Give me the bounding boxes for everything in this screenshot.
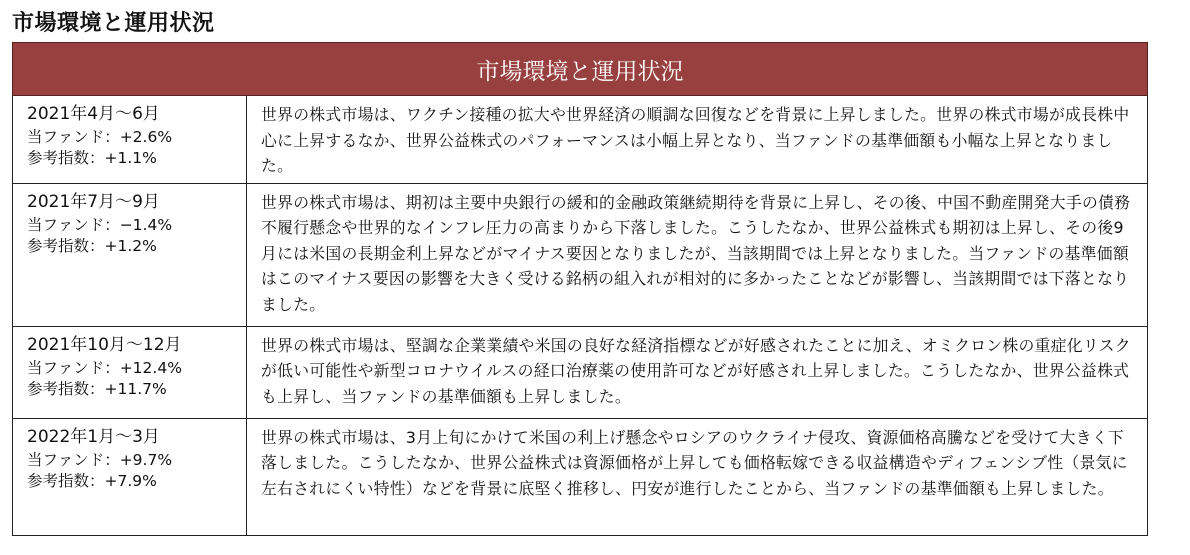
period-cell: [13, 326, 247, 418]
commentary-text: 世界の株式市場は、ワクチン接種の拡大や世界経済の順調な回復などを背景に上昇しました。世界の株式市場が成長株中心に上昇するなか、世界公益株式のパフォーマンスは小幅上昇となり、当ファンドの基準価額も小幅な上昇となりました。: [247, 96, 1148, 184]
fund-return: 当ファンド：−1.4%: [27, 215, 173, 234]
fund-return: 当ファンド：+2.6%: [27, 128, 173, 146]
commentary-text: 世界の株式市場は、3月上旬にかけて米国の利上げ懸念やロシアのウクライナ侵攻、資源価格高騰などを受けて大きく下落しました。こうしたなか、世界公益株式は資源価格が上昇しても価格転嫁できる収益構造やディフェンシブ性（景気に左右されにくい特性）などを背景に底堅く推移し、円安が進行したことから、当ファンドの基準価額も上昇しました。: [247, 418, 1148, 535]
reference-index-return: 参考指数：+7.9%: [27, 471, 157, 490]
period-label: 2021年4月～6月: [27, 104, 160, 124]
reference-index-return: 参考指数：+11.7%: [27, 379, 167, 398]
reference-index-return: 参考指数：+1.2%: [27, 236, 157, 255]
fund-return: 当ファンド：+9.7%: [27, 450, 173, 469]
table-header: 市場環境と運用状況: [13, 43, 1148, 96]
table-header-row: [13, 43, 1148, 96]
reference-index-return: 参考指数：+1.1%: [27, 149, 157, 167]
period-label: 2022年1月～3月: [27, 426, 160, 447]
page-title: 市場環境と運用状況: [12, 11, 215, 36]
table-row: [13, 96, 1148, 184]
period-cell: [13, 183, 247, 326]
period-label: 2021年7月～9月: [27, 191, 160, 212]
period-cell: [13, 96, 247, 184]
market-report-table: [12, 42, 1148, 536]
commentary-text: 世界の株式市場は、期初は主要中央銀行の緩和的金融政策継続期待を背景に上昇し、その後、中国不動産開発大手の債務不履行懸念や世界的なインフレ圧力の高まりから下落しました。こうしたなか、世界公益株式も期初は上昇し、その後9月には米国の長期金利上昇などがマイナス要因となりましたが、当該期間では上昇となりました。当ファンドの基準価額はこのマイナス要因の影響を大きく受ける銘柄の組入れが相対的に多かったことなどが影響し、当該期間では下落となりました。: [247, 183, 1148, 326]
period-label: 2021年10月～12月: [27, 334, 182, 355]
table-row: [13, 183, 1148, 326]
commentary-text: 世界の株式市場は、堅調な企業業績や米国の良好な経済指標などが好感されたことに加え、オミクロン株の重症化リスクが低い可能性や新型コロナウイルスの経口治療薬の使用許可などが好感され上昇しました。こうしたなか、世界公益株式も上昇し、当ファンドの基準価額も上昇しました。: [247, 326, 1148, 418]
table-row: [13, 418, 1148, 535]
table-row: [13, 326, 1148, 418]
period-cell: [13, 418, 247, 535]
fund-return: 当ファンド：+12.4%: [27, 358, 182, 377]
